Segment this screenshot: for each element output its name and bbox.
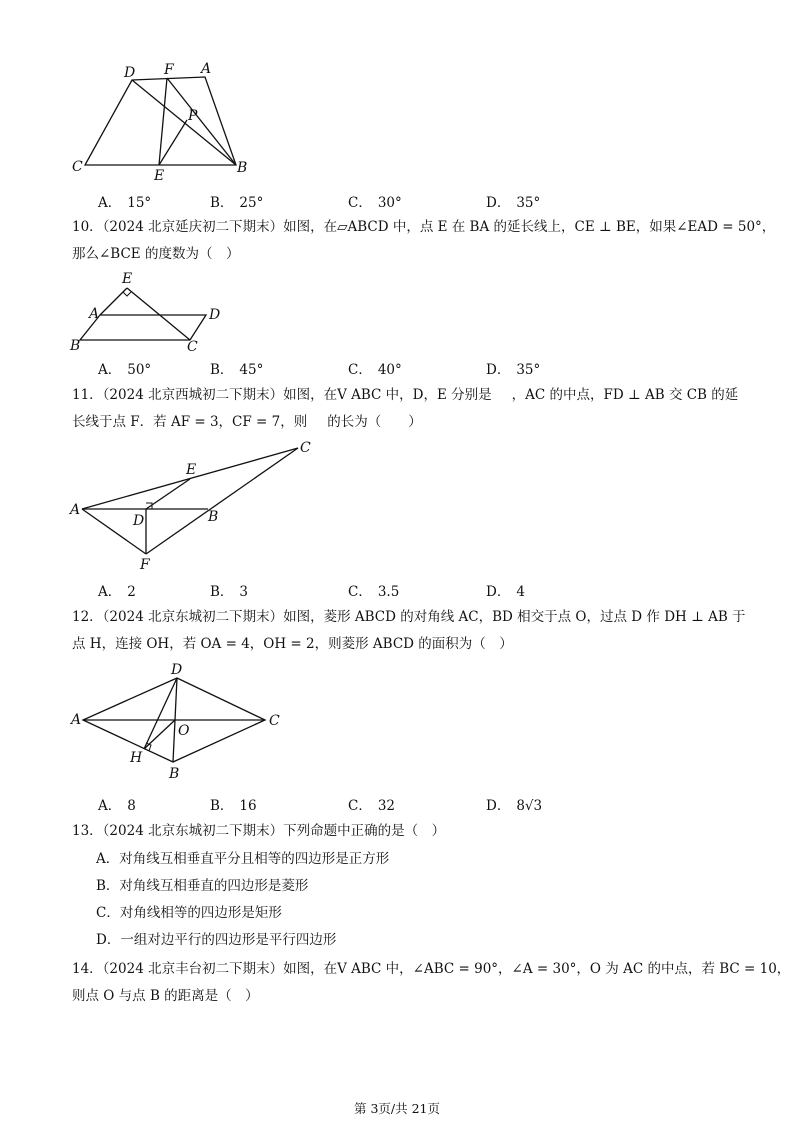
label-b: B <box>237 160 248 176</box>
q10-options <box>98 358 698 380</box>
question-11 <box>72 382 739 436</box>
q11-line2: 长线于点 F．若 AF = 3，CF = 7，则 的长为（ ） <box>72 414 422 430</box>
label-d: D <box>124 65 136 81</box>
label-b: B <box>169 766 180 782</box>
q14-line1: 14．（2024 北京丰台初二下期末）如图，在V ABC 中，∠ABC = 90°，∠A = 30°，O 为 AC 的中点，若 BC = 10， <box>72 961 791 977</box>
q11-options <box>98 580 698 602</box>
q12-line1: 12．（2024 北京东城初二下期末）如图，菱形 ABCD 的对角线 AC，BD 相交于点 O，过点 D 作 DH ⊥ AB 于 <box>72 609 746 625</box>
figure-q10 <box>60 268 230 354</box>
option-c[interactable]: C． 32 <box>348 798 396 814</box>
question-14 <box>72 956 791 1010</box>
label-f: F <box>140 557 150 573</box>
segment-ac <box>82 448 298 509</box>
q13-option-d[interactable]: D．一组对边平行的四边形是平行四边形 <box>96 932 337 948</box>
label-d: D <box>171 662 183 678</box>
label-d: D <box>133 513 145 529</box>
question-12 <box>72 604 746 658</box>
label-c: C <box>269 713 280 729</box>
q14-line2: 则点 O 与点 B 的距离是（ ） <box>72 988 259 1004</box>
q11-line1: 11．（2024 北京西城初二下期末）如图，在V ABC 中，D，E 分别是 ，AC 的中点，FD ⊥ AB 交 CB 的延 <box>72 387 739 403</box>
q12-options <box>98 794 698 816</box>
label-c: C <box>187 339 198 354</box>
q10-line1: 10．（2024 北京延庆初二下期末）如图，在▱ABCD 中，点 E 在 BA 的延长线上，CE ⊥ BE，如果∠EAD = 50°， <box>72 219 776 235</box>
option-c[interactable]: C． 40° <box>348 362 402 378</box>
label-o: O <box>178 723 190 739</box>
option-d[interactable]: D． 35° <box>486 362 541 378</box>
label-e: E <box>122 271 133 287</box>
option-d[interactable]: D． 8√3 <box>486 798 543 814</box>
option-b[interactable]: B． 16 <box>210 798 257 814</box>
figure-q12 <box>60 658 300 786</box>
option-b[interactable]: B． 3 <box>210 584 249 600</box>
q13-stem: 13．（2024 北京东城初二下期末）下列命题中正确的是（ ） <box>72 823 446 839</box>
label-c: C <box>300 440 311 456</box>
label-p: P <box>188 108 198 124</box>
label-a: A <box>70 502 81 518</box>
label-a: A <box>201 61 212 77</box>
page-footer: 第 3页/共 21页 <box>353 1101 441 1116</box>
figure-q9 <box>60 58 270 188</box>
q10-line2: 那么∠BCE 的度数为（ ） <box>72 246 240 262</box>
segment-fc <box>146 448 298 554</box>
option-a[interactable]: A． 50° <box>98 362 152 378</box>
q13-option-b[interactable]: B．对角线互相垂直的四边形是菱形 <box>96 878 309 894</box>
segment-dh <box>144 678 177 749</box>
segment-fe <box>159 78 167 165</box>
label-h: H <box>130 750 143 766</box>
option-c[interactable]: C． 3.5 <box>348 584 400 600</box>
label-e: E <box>154 168 165 184</box>
q13-option-a[interactable]: A．对角线互相垂直平分且相等的四边形是正方形 <box>96 851 390 867</box>
segment-oh <box>144 720 175 749</box>
label-a: A <box>71 712 82 728</box>
option-a[interactable]: A． 2 <box>98 584 136 600</box>
segment-ea <box>100 288 127 315</box>
question-10 <box>72 214 776 268</box>
segment-de <box>146 479 190 509</box>
option-c[interactable]: C． 30° <box>348 195 402 211</box>
label-f: F <box>164 62 174 78</box>
q13-option-c[interactable]: C．对角线相等的四边形是矩形 <box>96 905 282 921</box>
option-b[interactable]: B． 25° <box>210 195 264 211</box>
segment-fb <box>167 78 236 165</box>
option-b[interactable]: B． 45° <box>210 362 264 378</box>
option-a[interactable]: A． 15° <box>98 195 152 211</box>
option-d[interactable]: D． 35° <box>486 195 541 211</box>
segment-ep <box>159 120 187 165</box>
q12-line2: 点 H，连接 OH，若 OA = 4，OH = 2，则菱形 ABCD 的面积为（ ） <box>72 636 513 652</box>
q9-options <box>98 191 698 213</box>
label-d: D <box>209 307 221 323</box>
option-d[interactable]: D． 4 <box>486 584 525 600</box>
figure-q11 <box>60 436 330 576</box>
question-13 <box>72 818 732 845</box>
right-angle-mark-e <box>123 292 131 296</box>
label-a: A <box>89 306 100 322</box>
label-e: E <box>186 462 197 478</box>
label-b: B <box>70 338 81 354</box>
label-b: B <box>208 509 219 525</box>
segment-ec <box>127 288 190 340</box>
label-c: C <box>72 159 83 175</box>
option-a[interactable]: A． 8 <box>98 798 136 814</box>
